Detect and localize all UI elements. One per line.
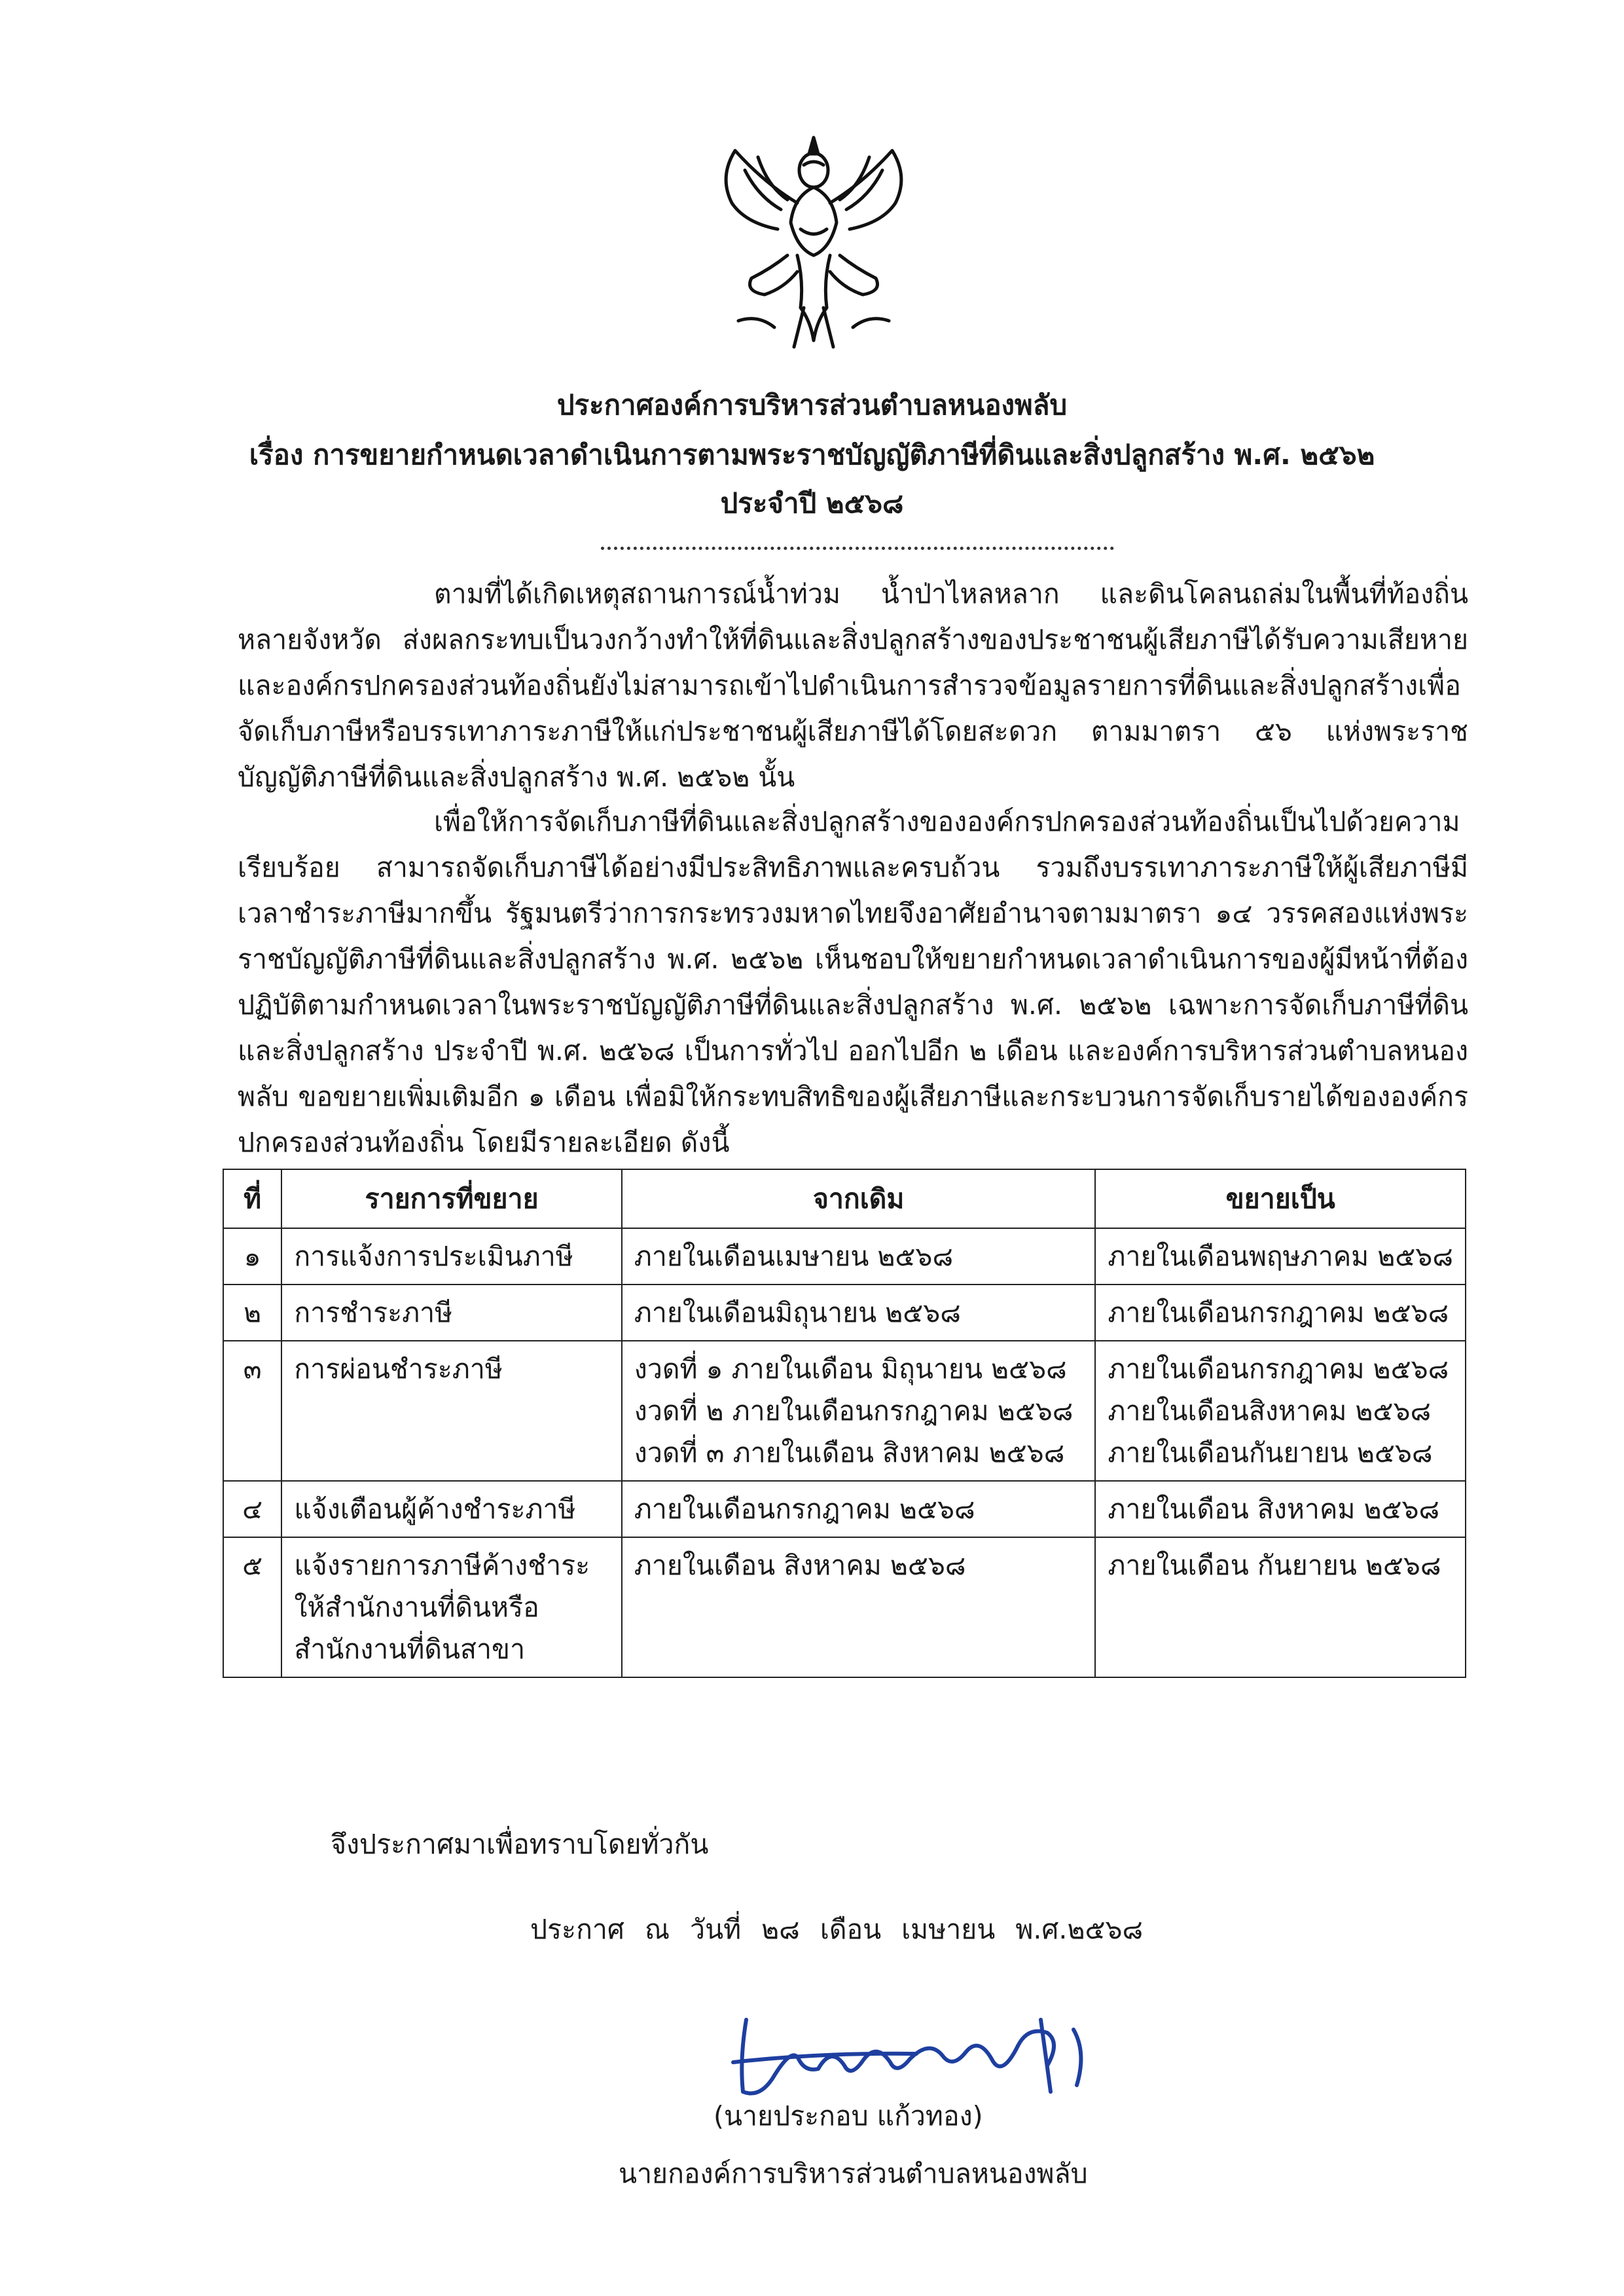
- table-row: [223, 1481, 1466, 1537]
- row-to: [1095, 1341, 1466, 1481]
- row-from-line: งวดที่ ๓ ภายในเดือน สิงหาคม ๒๕๖๘: [634, 1437, 1065, 1468]
- row-from: [622, 1341, 1096, 1481]
- row-to-line: ภายในเดือนสิงหาคม ๒๕๖๘: [1108, 1395, 1432, 1427]
- table-header-row: [223, 1169, 1466, 1228]
- table-row: [223, 1341, 1466, 1481]
- announcement-subject: เรื่อง การขยายกำหนดเวลาดำเนินการตามพระราชบัญญัติภาษีที่ดินและสิ่งปลูกสร้าง พ.ศ. ๒๕๖๒: [249, 439, 1375, 471]
- row-from-line: ภายในเดือนเมษายน ๒๕๖๘: [634, 1241, 954, 1272]
- announcement-title: ประกาศองค์การบริหารส่วนตำบลหนองพลับ: [556, 389, 1068, 421]
- row-to: [1095, 1285, 1466, 1341]
- header-from: จากเดิม: [622, 1169, 1096, 1228]
- extension-schedule-table: [223, 1169, 1466, 1678]
- row-from: [622, 1537, 1096, 1677]
- row-item-line: ให้สำนักงานที่ดินหรือ: [294, 1592, 539, 1623]
- header-no: ที่: [223, 1169, 281, 1228]
- closing-statement: จึงประกาศมาเพื่อทราบโดยทั่วกัน: [331, 1829, 709, 1860]
- row-to: [1095, 1228, 1466, 1285]
- row-to-line: ภายในเดือนกรกฎาคม ๒๕๖๘: [1108, 1297, 1449, 1328]
- row-number: ๒: [223, 1285, 281, 1341]
- row-to-line: ภายในเดือนพฤษภาคม ๒๕๖๘: [1108, 1241, 1453, 1272]
- row-item-line: การแจ้งการประเมินภาษี: [294, 1241, 573, 1272]
- table-row: [223, 1537, 1466, 1677]
- row-from-line: งวดที่ ๒ ภายในเดือนกรกฎาคม ๒๕๖๘: [634, 1395, 1074, 1427]
- dotted-divider: [601, 547, 1114, 550]
- row-number: ๑: [223, 1228, 281, 1285]
- row-item: [281, 1481, 621, 1537]
- body-paragraph-1-text: ตามที่ได้เกิดเหตุสถานการณ์น้ำท่วม น้ำป่าไหลหลาก และดินโคลนถล่มในพื้นที่ท้องถิ่นหลายจังหวัด ส่งผลกระทบเป็นวงกว้างทำให้ที่ดินและสิ่งปลูกสร้างของประชาชนผู้เสียภาษีได้รับความเสียหายและองค์กรปกครองส่วนท้องถิ่นยังไม่สามารถเข้าไปดำเนินการสำรวจข้อมูลรายการที่ดินและสิ่งปลูกสร้างเพื่อจัดเก็บภาษีหรือบรรเทาภาระภาษีให้แก่ประชาชนผู้เสียภาษีได้โดยสะดวก ตามมาตรา ๕๖ แห่งพระราชบัญญัติภาษีที่ดินและสิ่งปลูกสร้าง พ.ศ. ๒๕๖๒ นั้น: [238, 578, 1468, 793]
- row-from-line: ภายในเดือน สิงหาคม ๒๕๖๘: [634, 1550, 966, 1581]
- body-paragraph-2-text: เพื่อให้การจัดเก็บภาษีที่ดินและสิ่งปลูกสร้างขององค์กรปกครองส่วนท้องถิ่นเป็นไปด้วยความเรียบร้อย สามารถจัดเก็บภาษีได้อย่างมีประสิทธิภาพและครบถ้วน รวมถึงบรรเทาภาระภาษีให้ผู้เสียภาษีมีเวลาชำระภาษีมากขึ้น รัฐมนตรีว่าการกระทรวงมหาดไทยจึงอาศัยอำนาจตามมาตรา ๑๔ วรรคสองแห่งพระราชบัญญัติภาษีที่ดินและสิ่งปลูกสร้าง พ.ศ. ๒๕๖๒ เห็นชอบให้ขยายกำหนดเวลาดำเนินการของผู้มีหน้าที่ต้องปฏิบัติตามกำหนดเวลาในพระราชบัญญัติภาษีที่ดินและสิ่งปลูกสร้าง พ.ศ. ๒๕๖๒ เฉพาะการจัดเก็บภาษีที่ดินและสิ่งปลูกสร้าง ประจำปี พ.ศ. ๒๕๖๘ เป็นการทั่วไป ออกไปอีก ๒ เดือน และองค์การบริหารส่วนตำบลหนองพลับ ขอขยายเพิ่มเติมอีก ๑ เดือน เพื่อมิให้กระทบสิทธิของผู้เสียภาษีและกระบวนการจัดเก็บรายได้ขององค์กรปกครองส่วนท้องถิ่น โดยมีรายละเอียด ดังนี้: [238, 806, 1468, 1158]
- row-item-line: แจ้งรายการภาษีค้างชำระ: [294, 1550, 590, 1581]
- row-item-line: สำนักงานที่ดินสาขา: [294, 1633, 526, 1665]
- announcement-date: ประกาศ ณ วันที่ ๒๘ เดือน เมษายน พ.ศ.๒๕๖๘: [530, 1914, 1144, 1945]
- row-to: [1095, 1537, 1466, 1677]
- header-to: ขยายเป็น: [1095, 1169, 1466, 1228]
- table-row: [223, 1228, 1466, 1285]
- row-item-line: การผ่อนชำระภาษี: [294, 1353, 503, 1385]
- row-number: ๕: [223, 1537, 281, 1677]
- row-from: [622, 1481, 1096, 1537]
- garuda-emblem-icon: [706, 124, 922, 367]
- row-item: [281, 1341, 621, 1481]
- row-from-line: งวดที่ ๑ ภายในเดือน มิถุนายน ๒๕๖๘: [634, 1353, 1067, 1385]
- row-from-line: ภายในเดือนกรกฎาคม ๒๕๖๘: [634, 1493, 975, 1525]
- row-to-line: ภายในเดือน กันยายน ๒๕๖๘: [1108, 1550, 1441, 1581]
- body-paragraph-2: [238, 799, 1468, 1165]
- signer-position: นายกองค์การบริหารส่วนตำบลหนองพลับ: [619, 2158, 1088, 2189]
- row-from: [622, 1285, 1096, 1341]
- row-to: [1095, 1481, 1466, 1537]
- row-from-line: ภายในเดือนมิถุนายน ๒๕๖๘: [634, 1297, 961, 1328]
- row-to-line: ภายในเดือนกรกฎาคม ๒๕๖๘: [1108, 1353, 1449, 1385]
- row-to-line: ภายในเดือน สิงหาคม ๒๕๖๘: [1108, 1493, 1440, 1525]
- header-item: รายการที่ขยาย: [281, 1169, 621, 1228]
- row-item: [281, 1285, 621, 1341]
- announcement-year: ประจำปี ๒๕๖๘: [720, 487, 904, 519]
- row-number: ๔: [223, 1481, 281, 1537]
- row-item-line: แจ้งเตือนผู้ค้างชำระภาษี: [294, 1493, 576, 1525]
- signer-name: (นายประกอบ แก้วทอง): [713, 2100, 983, 2132]
- row-from: [622, 1228, 1096, 1285]
- table-row: [223, 1285, 1466, 1341]
- body-paragraph-1: [238, 571, 1468, 800]
- row-item: [281, 1228, 621, 1285]
- row-item-line: การชำระภาษี: [294, 1297, 453, 1328]
- row-to-line: ภายในเดือนกันยายน ๒๕๖๘: [1108, 1437, 1433, 1468]
- row-number: ๓: [223, 1341, 281, 1481]
- signature-icon: [720, 2007, 1100, 2105]
- row-item: [281, 1537, 621, 1677]
